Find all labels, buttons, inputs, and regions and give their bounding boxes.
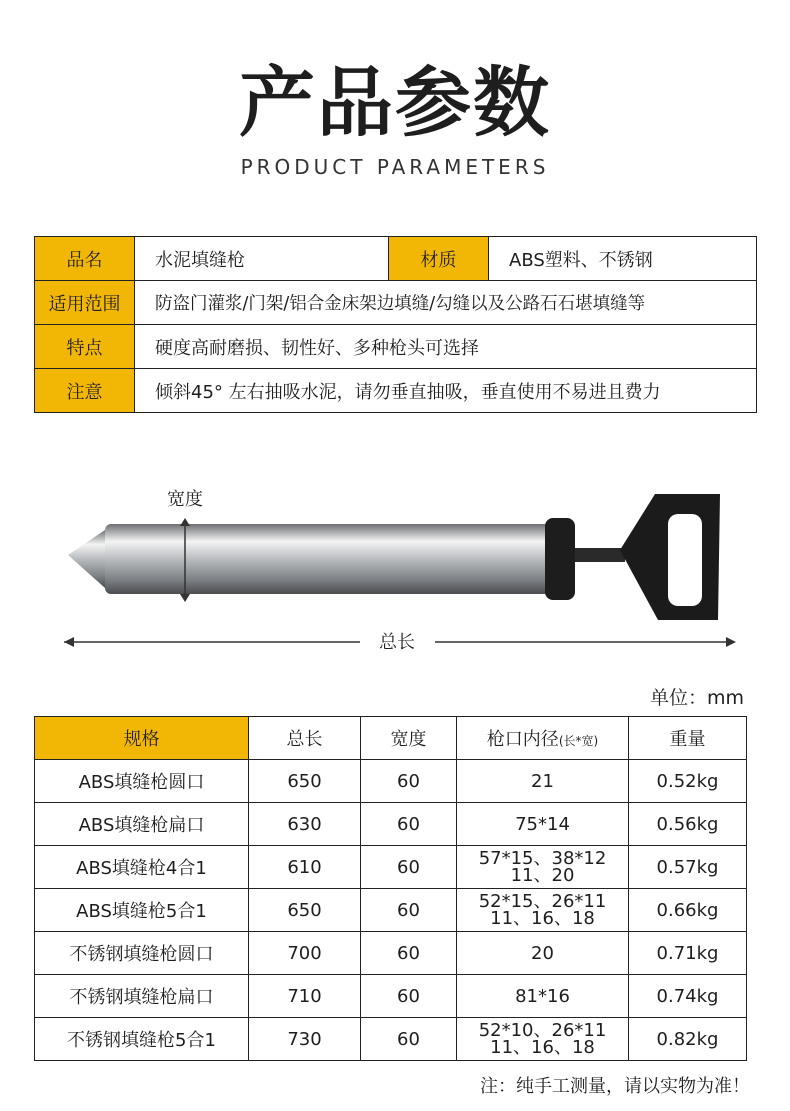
cell-width: 60 — [361, 1018, 457, 1061]
cell-bore — [457, 975, 629, 1018]
param-value: 防盗门灌浆/门架/铝合金床架边填缝/勾缝以及公路石石堪填缝等 — [135, 281, 757, 325]
cell-spec: 不锈钢填缝枪扁口 — [35, 975, 249, 1018]
cell-spec: ABS填缝枪4合1 — [35, 846, 249, 889]
cell-length: 610 — [249, 846, 361, 889]
cell-length: 700 — [249, 932, 361, 975]
param-label: 注意 — [35, 369, 135, 413]
table-row — [35, 803, 747, 846]
param-row — [35, 369, 757, 413]
header-length: 总长 — [249, 717, 361, 760]
param-row — [35, 281, 757, 325]
param-label: 品名 — [35, 237, 135, 281]
table-row — [35, 889, 747, 932]
param-row — [35, 237, 757, 281]
cell-width: 60 — [361, 760, 457, 803]
gun-nozzle — [68, 530, 105, 588]
header-bore-label: 枪口内径 — [486, 729, 559, 750]
bore-line: 11、16、18 — [490, 908, 595, 929]
header-spec: 规格 — [35, 717, 249, 760]
caulking-gun-diagram — [60, 480, 740, 670]
table-row — [35, 975, 747, 1018]
param-label: 材质 — [389, 237, 489, 281]
footnote: 注：纯手工测量，请以实物为准！ — [480, 1076, 750, 1097]
cell-spec: ABS填缝枪5合1 — [35, 889, 249, 932]
specs-table — [34, 716, 747, 1061]
param-label: 特点 — [35, 325, 135, 369]
cell-width: 60 — [361, 889, 457, 932]
cell-bore — [457, 760, 629, 803]
gun-barrel — [105, 524, 550, 594]
cell-spec: 不锈钢填缝枪5合1 — [35, 1018, 249, 1061]
param-value: 水泥填缝枪 — [135, 237, 389, 281]
cell-bore — [457, 889, 629, 932]
cell-width: 60 — [361, 975, 457, 1018]
gun-rod — [575, 548, 625, 562]
param-value: 倾斜45° 左右抽吸水泥，请勿垂直抽吸，垂直使用不易进且费力 — [135, 369, 757, 413]
cell-bore — [457, 1018, 629, 1061]
bore-line: 21 — [531, 770, 554, 792]
cell-weight: 0.56kg — [629, 803, 747, 846]
header-width: 宽度 — [361, 717, 457, 760]
cell-weight: 0.74kg — [629, 975, 747, 1018]
specs-header-row — [35, 717, 747, 760]
param-value: 硬度高耐磨损、韧性好、多种枪头可选择 — [135, 325, 757, 369]
cell-width: 60 — [361, 846, 457, 889]
cell-bore — [457, 932, 629, 975]
bore-line: 81*16 — [515, 985, 570, 1007]
table-row — [35, 846, 747, 889]
bore-line: 57*15、38*12 — [478, 848, 607, 869]
header-bore — [457, 717, 629, 760]
cell-weight: 0.71kg — [629, 932, 747, 975]
width-label: 宽度 — [167, 489, 203, 510]
cell-length: 710 — [249, 975, 361, 1018]
params-table — [34, 236, 757, 413]
gun-handle-hole — [668, 514, 702, 606]
cell-weight: 0.57kg — [629, 846, 747, 889]
bore-line: 75*14 — [515, 813, 570, 835]
param-value: ABS塑料、不锈钢 — [489, 237, 757, 281]
cell-weight: 0.82kg — [629, 1018, 747, 1061]
cell-bore — [457, 846, 629, 889]
bore-line: 52*10、26*11 — [478, 1020, 607, 1041]
cell-length: 650 — [249, 760, 361, 803]
gun-cap — [545, 518, 575, 600]
cell-weight: 0.66kg — [629, 889, 747, 932]
cell-length: 650 — [249, 889, 361, 932]
page-subtitle: PRODUCT PARAMETERS — [240, 155, 550, 179]
cell-length: 630 — [249, 803, 361, 846]
unit-label: 单位：mm — [649, 687, 744, 709]
param-label: 适用范围 — [35, 281, 135, 325]
page-title: 产品参数 — [239, 58, 551, 147]
cell-width: 60 — [361, 803, 457, 846]
cell-bore — [457, 803, 629, 846]
bore-line: 11、20 — [510, 865, 575, 886]
cell-spec: ABS填缝枪圆口 — [35, 760, 249, 803]
table-row — [35, 932, 747, 975]
cell-weight: 0.52kg — [629, 760, 747, 803]
bore-line: 20 — [531, 942, 554, 964]
header-weight: 重量 — [629, 717, 747, 760]
bore-line: 11、16、18 — [490, 1037, 595, 1058]
table-row — [35, 760, 747, 803]
bore-line: 52*15、26*11 — [478, 891, 607, 912]
length-label: 总长 — [379, 632, 415, 653]
cell-length: 730 — [249, 1018, 361, 1061]
cell-width: 60 — [361, 932, 457, 975]
cell-spec: 不锈钢填缝枪圆口 — [35, 932, 249, 975]
header-bore-note: (长*宽) — [558, 734, 599, 748]
table-row — [35, 1018, 747, 1061]
param-row — [35, 325, 757, 369]
cell-spec: ABS填缝枪扁口 — [35, 803, 249, 846]
